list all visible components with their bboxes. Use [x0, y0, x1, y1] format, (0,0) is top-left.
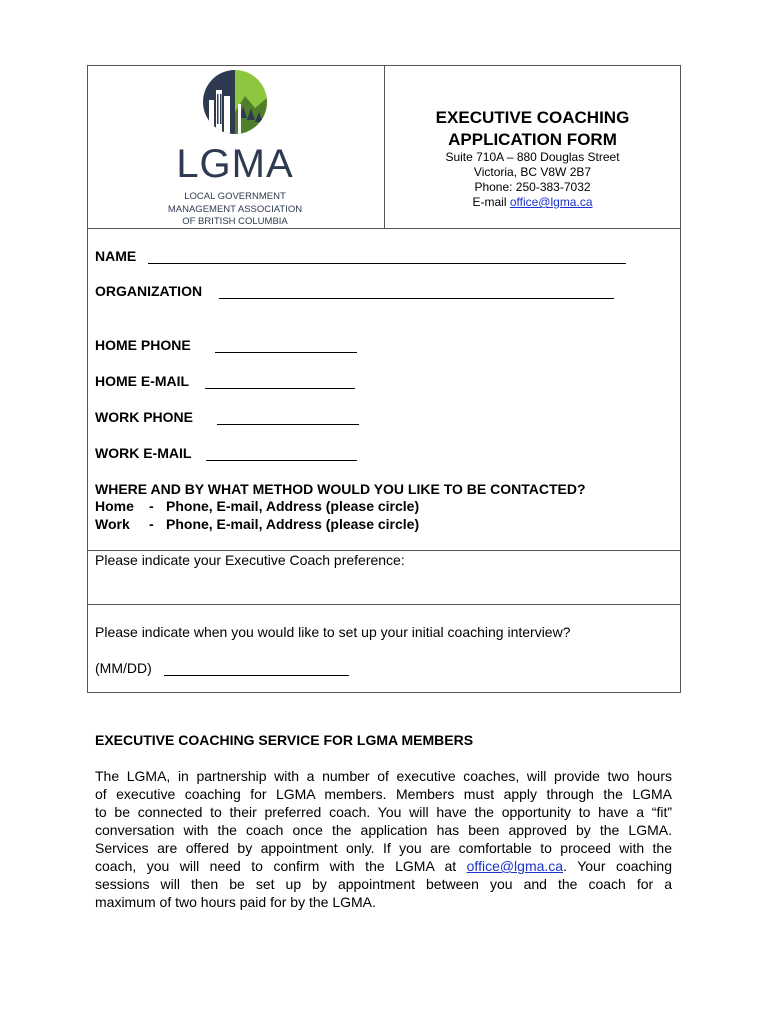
home-phone-field[interactable] — [215, 352, 357, 353]
interview-date-label: (MM/DD) — [95, 660, 152, 676]
contact-home-label: Home — [95, 498, 134, 514]
service-line-7: sessions will then be set up by appointment between you and the coach for a — [95, 876, 672, 892]
coach-bottom-rule — [87, 604, 681, 605]
contact-work-dash: - — [149, 516, 154, 532]
address-city: Victoria, BC V8W 2B7 — [473, 165, 592, 179]
contact-work-label: Work — [95, 516, 130, 532]
name-field[interactable] — [148, 263, 626, 264]
coach-preference-prompt: Please indicate your Executive Coach preference: — [95, 552, 405, 568]
form-title-line2: APPLICATION FORM — [448, 130, 617, 149]
service-description — [95, 767, 672, 911]
contact-method-question: WHERE AND BY WHAT METHOD WOULD YOU LIKE TO BE CONTACTED? — [95, 481, 586, 497]
work-email-field[interactable] — [206, 460, 357, 461]
home-phone-label: HOME PHONE — [95, 337, 191, 353]
service-heading: EXECUTIVE COACHING SERVICE FOR LGMA MEMBERS — [95, 732, 474, 748]
service-line-3: to be connected to their preferred coach. You will have the opportunity to have a “fit” — [95, 804, 672, 820]
organization-label: ORGANIZATION — [95, 283, 203, 299]
work-phone-field[interactable] — [217, 424, 359, 425]
logo-wordmark: LGMA — [176, 142, 294, 186]
coach-preference-field[interactable] — [95, 570, 675, 600]
service-line-4: conversation with the coach once the application has been approved by the LGMA. — [95, 822, 672, 838]
contact-home-options[interactable]: Phone, E-mail, Address (please circle) — [166, 498, 420, 514]
contact-work-options[interactable]: Phone, E-mail, Address (please circle) — [166, 516, 420, 532]
name-label: NAME — [95, 248, 137, 264]
home-email-label: HOME E-MAIL — [95, 373, 190, 389]
work-email-label: WORK E-MAIL — [95, 445, 192, 461]
service-email-link[interactable]: office@lgma.ca — [466, 858, 564, 874]
service-line-6: coach, you will need to confirm with the LGMA at office@lgma.ca. Your coaching — [95, 858, 673, 874]
service-line-5: Services are offered by appointment only. If you are comfortable to proceed with the — [95, 840, 672, 856]
address-street: Suite 710A – 880 Douglas Street — [445, 150, 620, 164]
lgma-logo — [160, 68, 310, 228]
service-line-8: maximum of two hours paid for by the LGMA. — [95, 894, 376, 910]
address-email: E-mail office@lgma.ca — [472, 195, 593, 209]
header-email-link[interactable]: office@lgma.ca — [509, 195, 593, 209]
contact-home-dash: - — [149, 498, 154, 514]
address-phone: Phone: 250-383-7032 — [474, 180, 591, 194]
lgma-emblem-icon — [203, 68, 267, 136]
form-title-line1: EXECUTIVE COACHING — [435, 108, 630, 127]
organization-field[interactable] — [219, 298, 614, 299]
interview-date-field[interactable] — [164, 675, 349, 676]
work-phone-label: WORK PHONE — [95, 409, 193, 425]
home-email-field[interactable] — [205, 388, 355, 389]
contact-bottom-rule — [87, 550, 681, 551]
service-line-2: of executive coaching for LGMA members. Members must apply through the LGMA — [95, 786, 672, 802]
service-line-1: The LGMA, in partnership with a number of executive coaches, will provide two hours — [95, 768, 672, 784]
logo-subtitle: LOCAL GOVERNMENT MANAGEMENT ASSOCIATION OF BRITISH COLUMBIA — [167, 191, 303, 227]
interview-prompt: Please indicate when you would like to set up your initial coaching interview? — [95, 624, 571, 640]
